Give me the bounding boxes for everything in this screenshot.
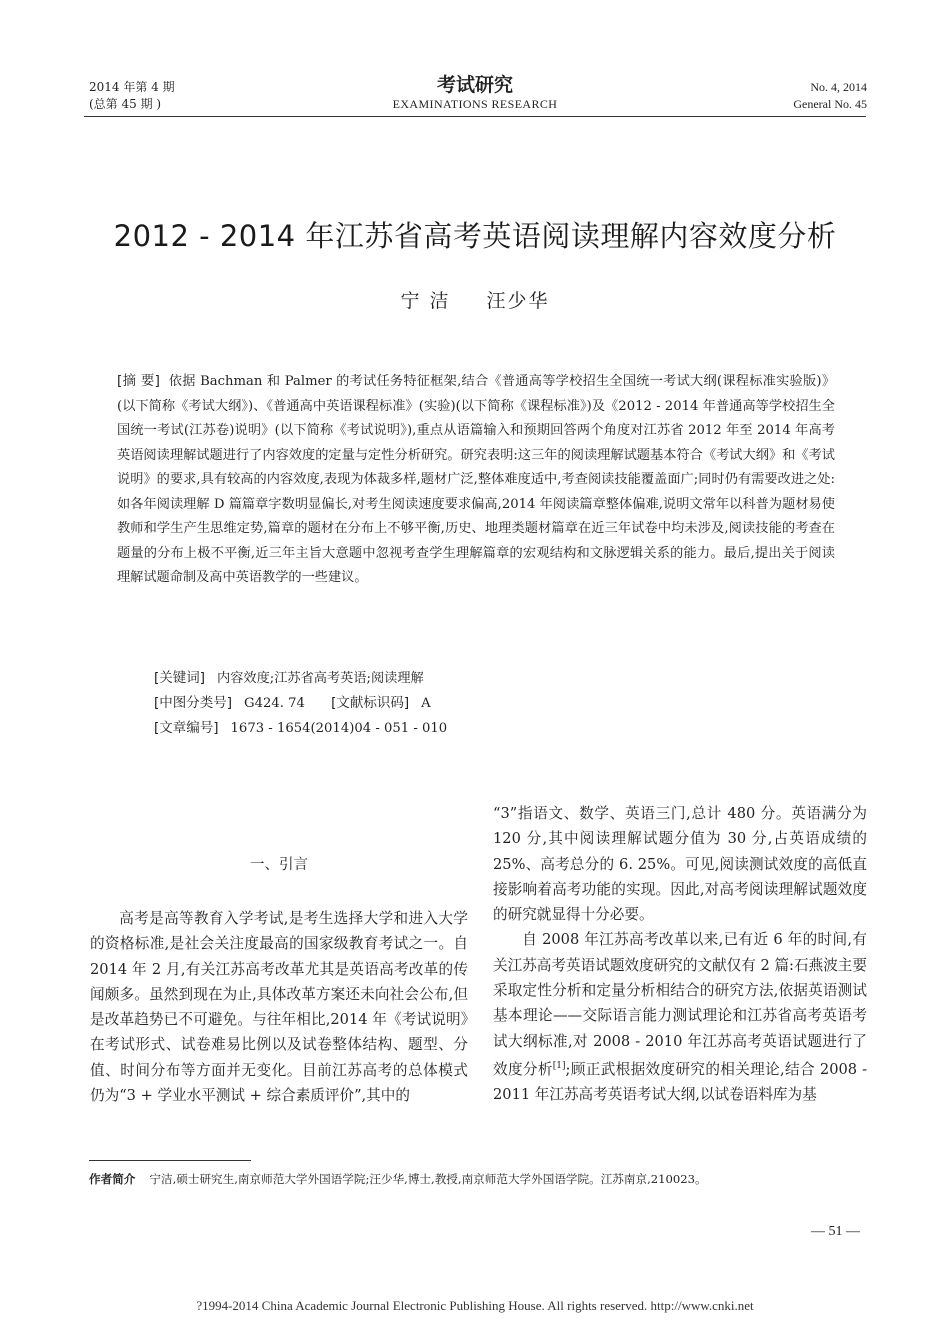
body-paragraph: “3”指语文、数学、英语三门,总计 480 分。英语满分为 120 分,其中阅读理解试题分值为 30 分,占英语成绩的 25%、高考总分的 6. 25%。可见,阅读测试效度的高低直接影响着高考功能的实现。因此,对高考阅读理解试题效度的研究就显得十分必要。: [493, 805, 867, 924]
paragraph-text: ;顾正武根据效度研究的相关理论,结合 2008 - 2011 年江苏高考英语考试大纲,以试卷语料库为基: [493, 1060, 867, 1104]
author-footnote: [89, 1170, 865, 1188]
classification-line: [154, 691, 431, 716]
keywords-label: [关键词]: [154, 670, 206, 686]
article-number-label: [文章编号]: [154, 720, 219, 736]
page-number: — 51 —: [811, 1224, 860, 1239]
keywords-text: 内容效度;江苏省高考英语;阅读理解: [217, 671, 424, 686]
footnote-text: 宁洁,硕士研究生,南京师范大学外国语学院;汪少华,博士,教授,南京师范大学外国语学院。江苏南京,210023。: [149, 1172, 707, 1186]
clc-value: G424. 74: [244, 696, 305, 711]
article-number-value: 1673 - 1654(2014)04 - 051 - 010: [230, 721, 448, 736]
abstract-text: 依据 Bachman 和 Palmer 的考试任务特征框架,结合《普通高等学校招生全国统一考试大纲(课程标准实验版)》(以下简称《考试大纲》)、《普通高中英语课程标准》(实验)(以下简称《课程标准》)及《2012 - 2014 年普通高等学校招生全国统一考试(江苏卷)说明》(以下简称《考试说明》),重点从语篇输入和预期回答两个角度对江苏省 2012 年至 2014 年高考英语阅读理解试题进行了内容效度的定量与定性分析研究。研究表明:这三年的阅读理解试题基本符合《考试大纲》和《考试说明》的要求,具有较高的内容效度,表现为体裁多样,题材广泛,整体难度适中,考查阅读技能覆盖面广;同时仍有需要改进之处:如各年阅读理解 D 篇篇章字数明显偏长,对考生阅读速度要求偏高,2014 年阅读篇章整体偏难,说明文常年以科普为题材易使教师和学生产生思维定势,篇章的题材在分布上不够平衡,历史、地理类题材篇章在近三年试卷中均未涉及,阅读技能的考查在题量的分布上极不平衡,近三年主旨大意题中忽视考查学生理解篇章的宏观结构和文脉逻辑关系的能力。最后,提出关于阅读理解试题命制及高中英语教学的一些建议。: [117, 374, 836, 585]
left-column: [90, 906, 468, 1108]
issue-info-en: [793, 79, 867, 113]
doc-code-value: A: [421, 696, 431, 711]
journal-title-en: EXAMINATIONS RESEARCH: [392, 97, 558, 111]
journal-masthead: [340, 74, 610, 112]
general-no-en: General No. 45: [793, 97, 867, 111]
issue-no-en: No. 4, 2014: [810, 80, 867, 94]
issue-info: [89, 79, 175, 113]
article-number-line: [154, 716, 447, 741]
author-line: [0, 288, 950, 314]
footnote-label: 作者简介: [89, 1172, 136, 1186]
journal-title-cn: 考试研究: [436, 74, 513, 96]
clc-label: [中图分类号]: [154, 695, 233, 711]
issue-number: 2014 年第 4 期: [89, 80, 175, 94]
abstract: [117, 369, 835, 591]
right-column: [493, 801, 867, 1107]
header-rule: [84, 116, 866, 117]
section-heading: 一、引言: [250, 857, 308, 873]
author-name: 宁 洁: [400, 290, 451, 312]
total-issue-number: (总第 45 期 ): [89, 97, 162, 111]
abstract-label: [摘 要]: [117, 373, 160, 389]
doc-code-label: [文献标识码]: [331, 695, 410, 711]
keywords-line: [154, 666, 424, 691]
footnote-rule: [89, 1160, 251, 1161]
citation-ref[interactable]: [1]: [552, 1060, 566, 1071]
body-paragraph: 高考是高等教育入学考试,是考生选择大学和进入大学的资格标准,是社会关注度最高的国家级教育考试之一。自 2014 年 2 月,有关江苏高考改革尤其是英语高考改革的传闻颇多。虽然到现在为止,具体改革方案还未向社会公布,但是改革趋势已不可避免。与往年相比,2014 年《考试说明》在考试形式、试卷难易比例以及试卷整体结构、题型、分值、时间分布等方面并无变化。目前江苏高考的总体模式仍为“3 + 学业水平测试 + 综合素质评价”,其中的: [90, 910, 468, 1105]
paragraph-text: 自 2008 年江苏高考改革以来,已有近 6 年的时间,有关江苏高考英语试题效度研究的文献仅有 2 篇:石燕波主要采取定性分析和定量分析相结合的研究方法,依据英语测试基本理论——交际语言能力测试理论和江苏省高考英语考试大纲标准,对 2008 - 2010 年江苏高考英语试题进行了效度分析: [493, 931, 867, 1078]
body-paragraph: [493, 927, 867, 1107]
copyright-line: ?1994-2014 China Academic Journal Electronic Publishing House. All rights reserved. http://www.cnki.net: [196, 1298, 754, 1313]
author-name: 汪少华: [486, 290, 550, 312]
article-title: 2012 - 2014 年江苏省高考英语阅读理解内容效度分析: [113, 219, 837, 253]
